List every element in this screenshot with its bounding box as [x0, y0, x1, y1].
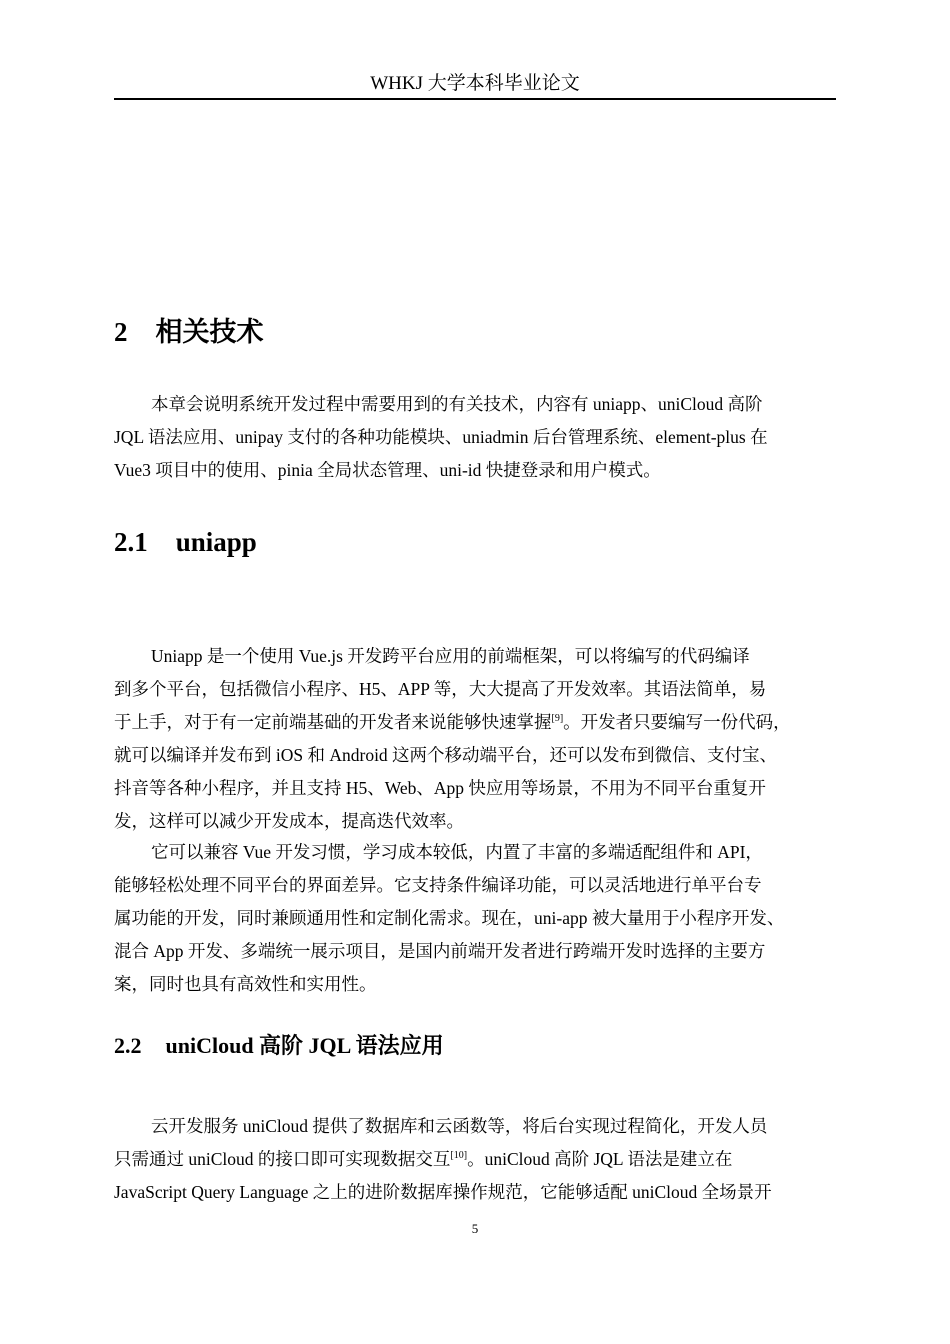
paragraph-line: 能够轻松处理不同平台的界面差异。它支持条件编译功能，可以灵活地进行单平台专	[114, 875, 762, 895]
chapter-heading	[114, 312, 264, 352]
paragraph-line: 就可以编译并发布到 iOS 和 Android 这两个移动端平台，还可以发布到微信、支付宝、	[114, 745, 778, 765]
paragraph-line: 到多个平台，包括微信小程序、H5、APP 等，大大提高了开发效率。其语法简单，易	[114, 679, 767, 699]
paragraph-line: 混合 App 开发、多端统一展示项目，是国内前端开发者进行跨端开发时选择的主要方	[114, 941, 766, 961]
unicloud-paragraph-1	[114, 1110, 836, 1209]
line-text: 。uniCloud 高阶 JQL 语法是建立在	[467, 1149, 733, 1169]
line-text: 。开发者只要编写一份代码，	[563, 712, 791, 732]
section-2-2-number: 2.2	[114, 1033, 142, 1058]
line-text: 于上手，对于有一定前端基础的开发者来说能够快速掌握	[114, 712, 552, 732]
paragraph-line	[114, 706, 836, 739]
chapter-number: 2	[114, 317, 128, 347]
page-number: 5	[471, 1221, 479, 1236]
paragraph-line: 属功能的开发，同时兼顾通用性和定制化需求。现在，uni-app 被大量用于小程序开发、	[114, 908, 785, 928]
section-2-2-title: uniCloud 高阶 JQL 语法应用	[165, 1033, 444, 1058]
paragraph-line: 它可以兼容 Vue 开发习惯，学习成本较低，内置了丰富的多端适配组件和 API，	[151, 842, 763, 862]
section-2-1-title: uniapp	[175, 527, 257, 557]
intro-paragraph	[114, 388, 836, 487]
line-text: 只需通过 uniCloud 的接口即可实现数据交互	[114, 1149, 451, 1169]
section-2-1-number: 2.1	[114, 527, 148, 557]
intro-line: Vue3 项目中的使用、pinia 全局状态管理、uni-id 快捷登录和用户模式。	[114, 460, 661, 480]
citation: [10]	[450, 1150, 468, 1162]
paragraph-line: JavaScript Query Language 之上的进阶数据库操作规范，它能够适配 uniCloud 全场景开	[114, 1182, 772, 1202]
uniapp-paragraph-2	[114, 836, 836, 1001]
citation: [9]	[551, 713, 564, 725]
paragraph-line: 发，这样可以减少开发成本，提高迭代效率。	[114, 811, 464, 831]
header-rule	[114, 98, 836, 100]
running-header: WHKJ 大学本科毕业论文	[370, 73, 580, 94]
paragraph-line: 云开发服务 uniCloud 提供了数据库和云函数等，将后台实现过程简化，开发人员	[151, 1116, 768, 1136]
chapter-title: 相关技术	[155, 317, 264, 347]
uniapp-paragraph-1	[114, 640, 836, 838]
paragraph-line: 抖音等各种小程序，并且支持 H5、Web、App 快应用等场景，不用为不同平台重复开	[114, 778, 766, 798]
section-2-2-heading	[114, 1030, 444, 1062]
intro-line: 本章会说明系统开发过程中需要用到的有关技术，内容有 uniapp、uniCloud 高阶	[151, 394, 763, 414]
paragraph-line: Uniapp 是一个使用 Vue.js 开发跨平台应用的前端框架，可以将编写的代码编译	[151, 646, 750, 666]
paragraph-line	[114, 1143, 836, 1176]
paragraph-line: 案，同时也具有高效性和实用性。	[114, 974, 377, 994]
section-2-1-heading	[114, 522, 257, 562]
intro-line: JQL 语法应用、unipay 支付的各种功能模块、uniadmin 后台管理系统、element-plus 在	[114, 427, 768, 447]
